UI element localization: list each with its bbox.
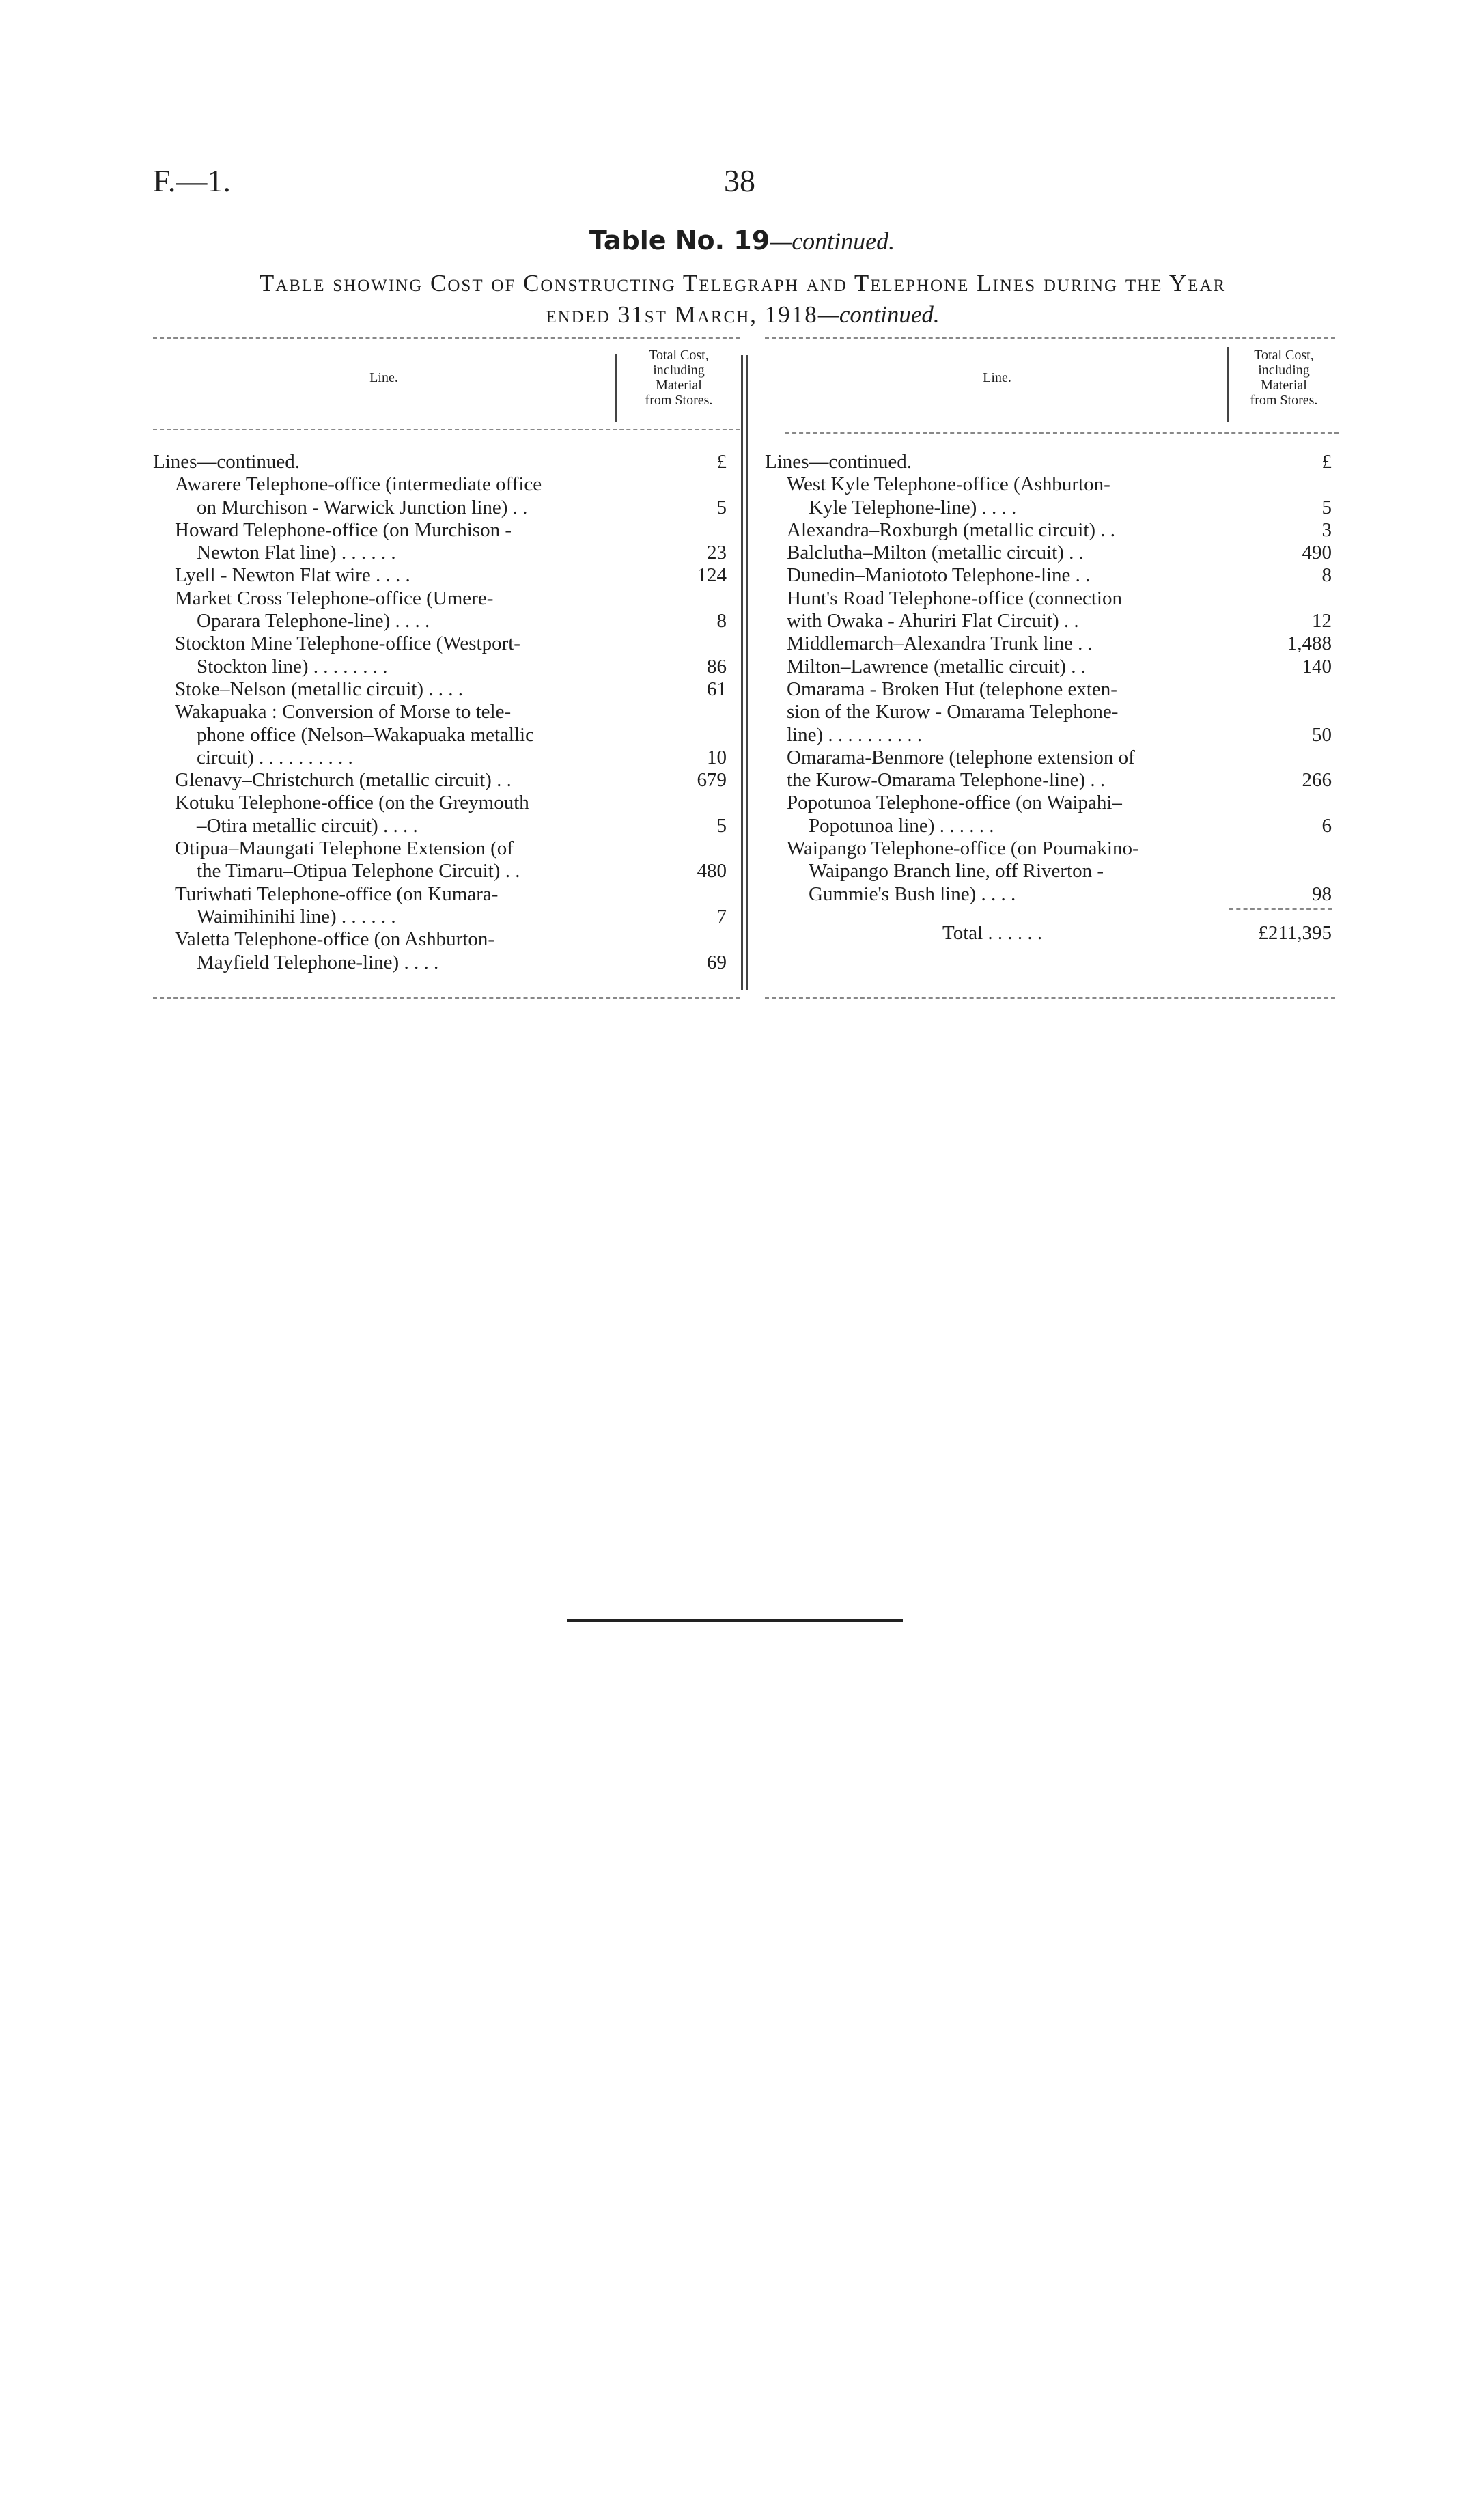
subtitle-line-2-main: ended 31st March, 1918 xyxy=(546,301,818,328)
row-cost-value: 8 xyxy=(1321,564,1332,587)
row-cost-value: 1,488 xyxy=(1287,632,1332,655)
cost-header-2: including xyxy=(1258,363,1310,378)
table-row xyxy=(765,883,1332,906)
subtitle-line-2-suffix: —continued. xyxy=(817,301,940,328)
table-title xyxy=(0,225,1484,255)
row-line-name: Balclutha–Milton (metallic circuit) . . xyxy=(787,542,1084,564)
table-row xyxy=(153,769,727,792)
row-line-name: Oparara Telephone-line) . . . . xyxy=(197,610,430,632)
table-row xyxy=(153,542,727,564)
row-line-name: on Murchison - Warwick Junction line) . . xyxy=(197,496,528,518)
row-line-name: Gummie's Bush line) . . . . xyxy=(809,882,1016,905)
table-row xyxy=(153,564,727,587)
row-line-name: West Kyle Telephone-office (Ashburton- xyxy=(787,473,1110,496)
row-cost-value: 6 xyxy=(1321,814,1332,837)
table-row xyxy=(765,497,1332,519)
row-cost-value: 69 xyxy=(707,951,727,973)
row-line-name: Otipua–Maungati Telephone Extension (of xyxy=(175,837,514,860)
row-line-name: Popotunoa line) . . . . . . xyxy=(809,814,994,837)
row-line-name: Howard Telephone-office (on Murchison - xyxy=(175,518,512,541)
row-line-name: Stockton Mine Telephone-office (Westport- xyxy=(175,632,520,655)
row-line-name: Lines—continued. xyxy=(153,451,300,473)
column-header-cost xyxy=(1229,333,1339,422)
table-row xyxy=(765,724,1332,747)
total-label: Total . . . . . . xyxy=(942,922,1043,944)
table-row xyxy=(153,473,727,496)
table-row xyxy=(765,656,1332,678)
cost-header-1: Total Cost, xyxy=(649,348,709,363)
row-cost-value: 5 xyxy=(716,496,727,518)
header-bottom-rule xyxy=(785,432,1339,434)
table-row xyxy=(765,610,1332,632)
row-line-name: Lines—continued. xyxy=(765,451,912,473)
row-line-name: Mayfield Telephone-line) . . . . xyxy=(197,951,439,973)
row-line-name: Market Cross Telephone-office (Umere- xyxy=(175,587,494,609)
row-line-name: Waimihinihi line) . . . . . . xyxy=(197,905,396,928)
table-row xyxy=(765,587,1332,610)
row-line-name: Alexandra–Roxburgh (metallic circuit) . . xyxy=(787,518,1116,541)
cost-header-2: including xyxy=(653,363,705,378)
table-row xyxy=(765,860,1332,882)
row-line-name: Popotunoa Telephone-office (on Waipahi– xyxy=(787,792,1122,814)
table-row xyxy=(153,837,727,860)
table-row xyxy=(153,792,727,814)
table-row xyxy=(153,451,727,473)
table-row xyxy=(765,678,1332,701)
row-line-name: Middlemarch–Alexandra Trunk line . . xyxy=(787,632,1093,655)
table-row xyxy=(765,564,1332,587)
row-cost-value: 679 xyxy=(697,769,727,792)
document-reference: F.—1. xyxy=(153,163,231,198)
table-row xyxy=(765,837,1332,860)
table-row xyxy=(153,928,727,951)
column-header-cost xyxy=(617,333,740,422)
row-line-name: Glenavy–Christchurch (metallic circuit) . . xyxy=(175,769,512,792)
column-divider xyxy=(1227,347,1229,422)
table-row xyxy=(153,587,727,610)
table-row xyxy=(153,883,727,906)
row-line-name: –Otira metallic circuit) . . . . xyxy=(197,814,418,837)
right-table-panel xyxy=(765,333,1339,1016)
row-line-name: Wakapuaka : Conversion of Morse to tele- xyxy=(175,701,512,723)
row-line-name: circuit) . . . . . . . . . . xyxy=(197,746,353,768)
table-row xyxy=(153,701,727,723)
row-cost-value: 7 xyxy=(716,905,727,928)
row-line-name: Stoke–Nelson (metallic circuit) . . . . xyxy=(175,678,464,700)
centre-double-rule-2 xyxy=(746,355,748,990)
column-header-line xyxy=(765,333,1229,422)
row-line-name: Stockton line) . . . . . . . . xyxy=(197,655,388,678)
row-line-name: Newton Flat line) . . . . . . xyxy=(197,542,396,564)
table-row xyxy=(153,815,727,837)
row-cost-value: 266 xyxy=(1302,769,1332,792)
page-number: 38 xyxy=(724,163,755,198)
row-cost-value: 140 xyxy=(1302,655,1332,678)
panel-bottom-rule xyxy=(153,997,740,999)
left-table-panel xyxy=(153,333,747,1016)
cost-header-4: from Stores. xyxy=(1250,393,1318,408)
table-row xyxy=(765,632,1332,655)
row-line-name: with Owaka - Ahuriri Flat Circuit) . . xyxy=(787,610,1079,632)
row-cost-value: 3 xyxy=(1321,518,1332,541)
column-divider xyxy=(615,354,617,422)
row-line-name: line) . . . . . . . . . . xyxy=(787,723,923,746)
table-row xyxy=(153,497,727,519)
cost-header-3: Material xyxy=(656,378,702,393)
row-line-name: the Kurow-Omarama Telephone-line) . . xyxy=(787,769,1106,792)
row-cost-value: £ xyxy=(1321,451,1332,473)
table-row xyxy=(153,724,727,747)
cost-header-4: from Stores. xyxy=(645,393,713,408)
table-row xyxy=(765,701,1332,723)
row-line-name: Omarama - Broken Hut (telephone exten- xyxy=(787,678,1117,700)
table-row xyxy=(765,792,1332,814)
row-cost-value: 12 xyxy=(1312,610,1332,632)
row-line-name: Dunedin–Maniototo Telephone-line . . xyxy=(787,564,1091,587)
row-line-name: Kyle Telephone-line) . . . . xyxy=(809,496,1017,518)
row-line-name: Hunt's Road Telephone-office (connection xyxy=(787,587,1122,609)
row-cost-value: 8 xyxy=(716,610,727,632)
table-row xyxy=(765,747,1332,769)
table-row xyxy=(153,747,727,769)
row-line-name: Kotuku Telephone-office (on the Greymouth xyxy=(175,792,529,814)
row-line-name: phone office (Nelson–Wakapuaka metallic xyxy=(197,723,534,746)
row-cost-value: 86 xyxy=(707,655,727,678)
column-header-line-label: Line. xyxy=(369,370,398,385)
table-row xyxy=(765,473,1332,496)
left-rows xyxy=(153,451,727,974)
table-title-main: Table No. 19 xyxy=(589,225,770,255)
row-cost-value: 480 xyxy=(697,860,727,882)
subtitle-line-1: Table showing Cost of Constructing Telegraph and Telephone Lines during the Year xyxy=(259,270,1227,296)
table-row xyxy=(153,632,727,655)
row-cost-value: 61 xyxy=(707,678,727,700)
column-header-line-label: Line. xyxy=(983,370,1011,385)
row-line-name: sion of the Kurow - Omarama Telephone- xyxy=(787,701,1119,723)
column-header-line xyxy=(153,333,615,422)
centre-double-rule xyxy=(741,355,743,990)
table-row xyxy=(765,519,1332,542)
row-cost-value: 490 xyxy=(1302,542,1332,564)
cost-header-1: Total Cost, xyxy=(1254,348,1314,363)
table-row xyxy=(765,542,1332,564)
cost-header-3: Material xyxy=(1261,378,1307,393)
panel-bottom-rule xyxy=(765,997,1335,999)
table-row xyxy=(153,656,727,678)
row-line-name: Milton–Lawrence (metallic circuit) . . xyxy=(787,655,1087,678)
table-subtitle xyxy=(137,268,1349,331)
table-row xyxy=(153,860,727,882)
total-value: £211,395 xyxy=(1258,922,1332,944)
row-line-name: Turiwhati Telephone-office (on Kumara- xyxy=(175,882,499,905)
row-cost-value: 98 xyxy=(1312,882,1332,905)
table-row xyxy=(765,451,1332,473)
table-row xyxy=(153,906,727,928)
row-line-name: Awarere Telephone-office (intermediate office xyxy=(175,473,542,496)
row-cost-value: 124 xyxy=(697,564,727,587)
row-line-name: the Timaru–Otipua Telephone Circuit) . . xyxy=(197,860,520,882)
subtitle-line-2 xyxy=(137,299,1349,331)
row-line-name: Omarama-Benmore (telephone extension of xyxy=(787,746,1135,768)
row-cost-value: 50 xyxy=(1312,723,1332,746)
total-top-rule xyxy=(1229,908,1332,910)
row-line-name: Waipango Telephone-office (on Poumakino- xyxy=(787,837,1139,860)
row-cost-value: £ xyxy=(716,451,727,473)
row-line-name: Valetta Telephone-office (on Ashburton- xyxy=(175,928,495,951)
end-rule xyxy=(567,1619,903,1622)
row-cost-value: 5 xyxy=(716,814,727,837)
table-row xyxy=(153,519,727,542)
row-line-name: Lyell - Newton Flat wire . . . . xyxy=(175,564,410,587)
table-title-suffix: —continued. xyxy=(770,227,895,255)
right-rows xyxy=(765,451,1332,906)
total-row xyxy=(765,922,1332,945)
table-row xyxy=(153,678,727,701)
row-line-name: Waipango Branch line, off Riverton - xyxy=(809,860,1104,882)
header-bottom-rule xyxy=(153,429,740,430)
table-row xyxy=(765,769,1332,792)
row-cost-value: 23 xyxy=(707,542,727,564)
row-cost-value: 10 xyxy=(707,746,727,768)
row-cost-value: 5 xyxy=(1321,496,1332,518)
table-row xyxy=(153,610,727,632)
table-row xyxy=(153,951,727,974)
table-row xyxy=(765,815,1332,837)
